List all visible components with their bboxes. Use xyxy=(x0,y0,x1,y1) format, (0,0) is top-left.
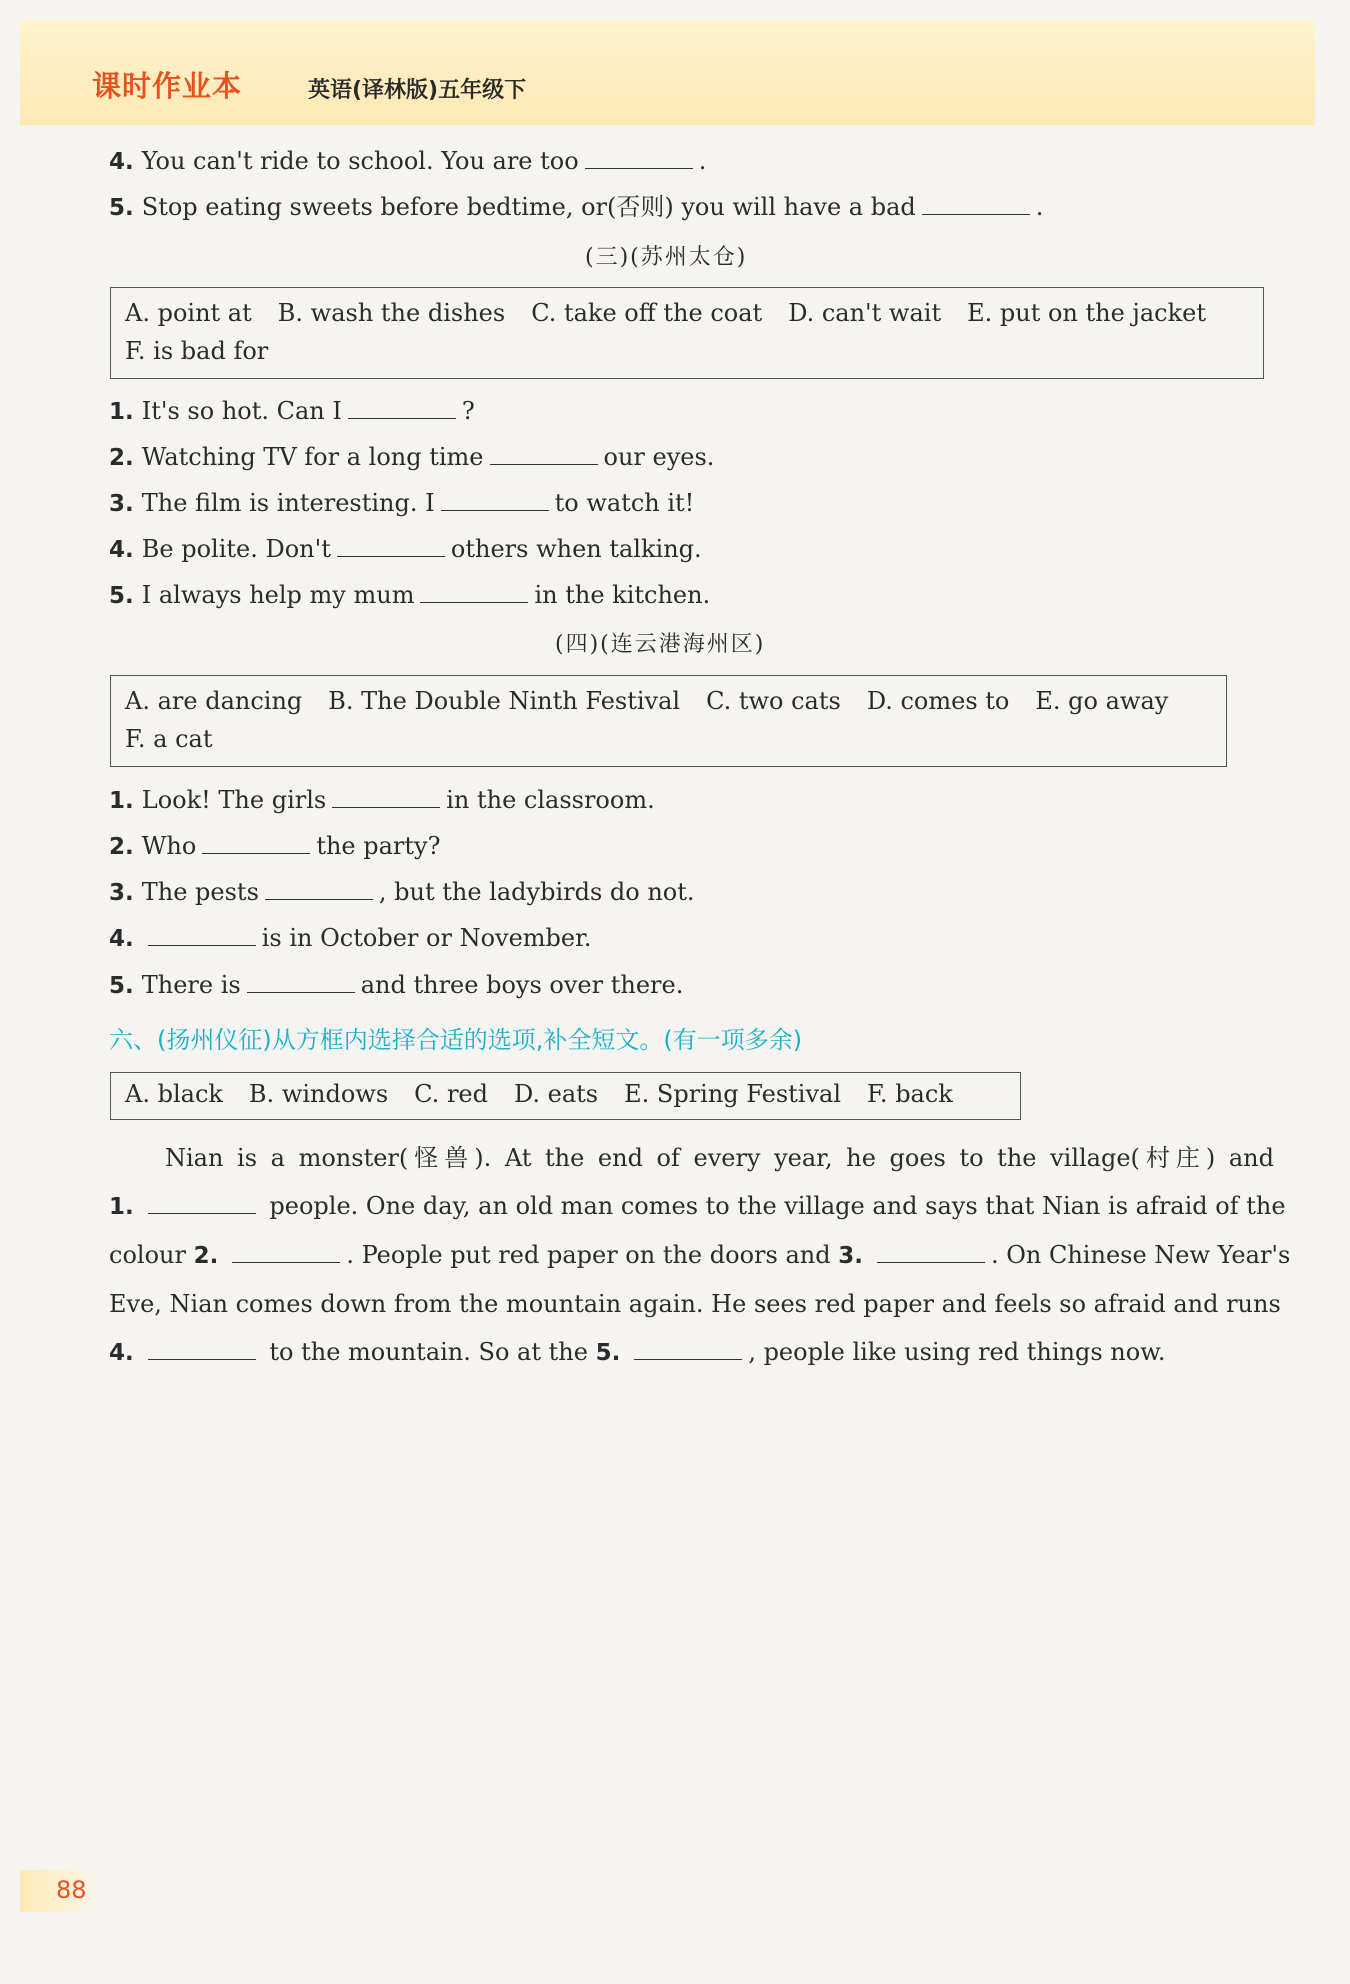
question-line: 5. I always help my mum in the kitchen. xyxy=(109,581,711,609)
answer-blank[interactable] xyxy=(148,1191,256,1214)
question-line: 1. Look! The girls in the classroom. xyxy=(109,786,655,814)
page-number-tab xyxy=(20,1870,100,1912)
passage xyxy=(109,1134,1291,1377)
answer-blank[interactable] xyxy=(877,1240,985,1263)
question-line: 5. There is and three boys over there. xyxy=(109,971,684,999)
question-line: 4. You can't ride to school. You are too . xyxy=(109,147,707,175)
answer-blank[interactable] xyxy=(148,923,256,946)
answer-blank[interactable] xyxy=(420,580,528,603)
answer-blank[interactable] xyxy=(441,488,549,511)
passage-line: colour 2. . People put red paper on the doors and 3. . On Chinese New Year's xyxy=(109,1241,1291,1269)
answer-blank[interactable] xyxy=(634,1337,742,1360)
answer-blank[interactable] xyxy=(348,396,456,419)
question-line: 1. It's so hot. Can I ? xyxy=(109,397,475,425)
brand-title: 课时作业本 xyxy=(92,69,243,103)
region-label: (三)(苏州太仓) xyxy=(585,245,748,270)
book-subtitle: 英语(译林版)五年级下 xyxy=(308,78,527,103)
answer-blank[interactable] xyxy=(202,831,310,854)
question-line: 4. Be polite. Don't others when talking. xyxy=(109,535,702,563)
question-line: 3. The film is interesting. I to watch it! xyxy=(109,489,695,517)
answer-blank[interactable] xyxy=(922,192,1030,215)
answer-blank[interactable] xyxy=(490,442,598,465)
passage-line: Eve, Nian comes down from the mountain again. He sees red paper and feels so afraid and runs xyxy=(109,1290,1281,1318)
passage-line: Nian is a monster(怪兽). At the end of every year, he goes to the village(村庄) and xyxy=(165,1144,1274,1172)
question-line: 5. Stop eating sweets before bedtime, or(否则) you will have a bad . xyxy=(109,193,1044,221)
passage-line: 4. to the mountain. So at the 5. , people like using red things now. xyxy=(109,1338,1166,1366)
answer-blank[interactable] xyxy=(265,877,373,900)
passage-line: 1. people. One day, an old man comes to the village and says that Nian is afraid of the xyxy=(109,1192,1286,1220)
question-line: 4. is in October or November. xyxy=(109,924,592,952)
option-box: A. black B. windows C. red D. eats E. Spring Festival F. back xyxy=(110,1072,1021,1120)
question-line: 2. Who the party? xyxy=(109,832,441,860)
answer-blank[interactable] xyxy=(332,785,440,808)
question-line: 2. Watching TV for a long time our eyes. xyxy=(109,443,715,471)
answer-blank[interactable] xyxy=(585,146,693,169)
answer-blank[interactable] xyxy=(232,1240,340,1263)
option-box: A. are dancing B. The Double Ninth Festival C. two cats D. comes to E. go away F. a cat xyxy=(110,675,1227,767)
option-box: A. point at B. wash the dishes C. take off the coat D. can't wait E. put on the jacket F. is bad for xyxy=(110,287,1264,379)
page-number: 88 xyxy=(56,1876,87,1904)
section-title: 六、(扬州仪征)从方框内选择合适的选项,补全短文。(有一项多余) xyxy=(109,1026,803,1054)
answer-blank[interactable] xyxy=(337,534,445,557)
region-label: (四)(连云港海州区) xyxy=(555,632,766,657)
answer-blank[interactable] xyxy=(247,970,355,993)
question-line: 3. The pests , but the ladybirds do not. xyxy=(109,878,695,906)
answer-blank[interactable] xyxy=(148,1337,256,1360)
